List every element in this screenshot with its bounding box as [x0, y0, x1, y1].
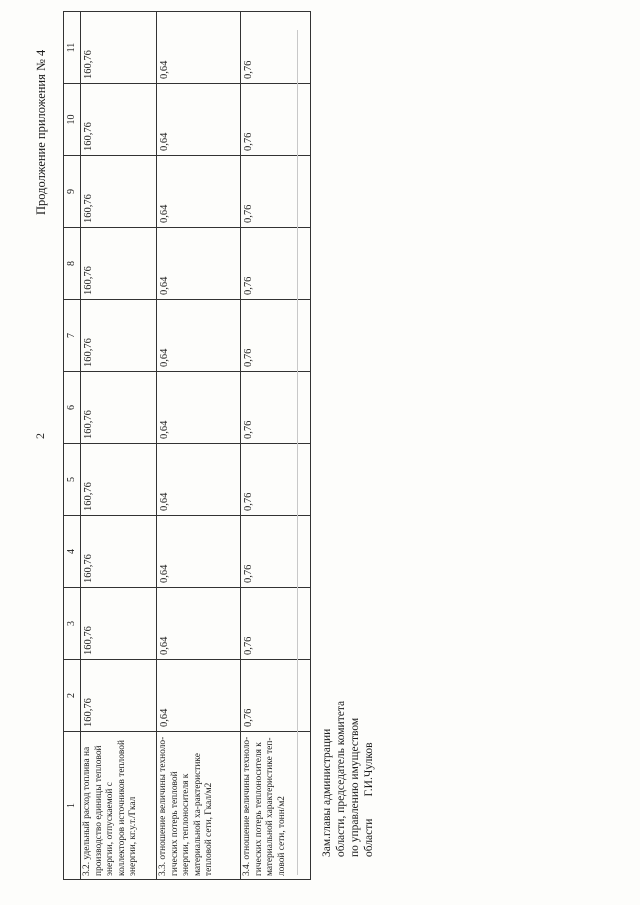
table-row	[157, 12, 241, 880]
indicators-table	[63, 11, 311, 880]
row-description: 3.2. удельный расход топлива на производство единицы тепловой энергии, отпускаемой с коллекторов источников тепловой энергии, кг.у.т./Гкал	[81, 732, 157, 880]
column-header: 4	[64, 516, 81, 588]
table-cell: 0,64	[157, 516, 241, 588]
column-header: 9	[64, 156, 81, 228]
signature-line-name	[362, 701, 376, 857]
page-number: 2	[33, 433, 47, 439]
column-header: 6	[64, 372, 81, 444]
table-cell: 0,76	[241, 588, 311, 660]
column-header: 2	[64, 660, 81, 732]
row-description: 3.4. отношение величины техноло-гических потерь теплоносителя к материальной характеристике теп-ловой сети, тонн/м2	[241, 732, 311, 880]
table-cell: 0,64	[157, 156, 241, 228]
signature-line: по управлению имуществом	[349, 717, 361, 857]
table-cell: 0,64	[157, 372, 241, 444]
signature-region: области	[363, 818, 375, 857]
signature-block	[320, 701, 376, 857]
column-header: 1	[64, 732, 81, 880]
table-cell: 0,76	[241, 516, 311, 588]
table-cell: 160,76	[81, 228, 157, 300]
signature-line: области, председатель комитета	[335, 700, 347, 857]
signatory-name: Г.И.Чулков	[363, 742, 375, 797]
table-cell: 160,76	[81, 84, 157, 156]
table-row	[241, 12, 311, 880]
table-cell: 0,76	[241, 228, 311, 300]
table-cell: 0,64	[157, 300, 241, 372]
table-cell: 160,76	[81, 12, 157, 84]
table-cell: 160,76	[81, 516, 157, 588]
table-cell: 160,76	[81, 444, 157, 516]
table-header-row	[64, 12, 81, 880]
column-header: 3	[64, 588, 81, 660]
table-cell: 0,64	[157, 84, 241, 156]
table-cell: 0,64	[157, 444, 241, 516]
table-cell: 0,76	[241, 84, 311, 156]
table-cell: 0,64	[157, 588, 241, 660]
table-cell: 160,76	[81, 372, 157, 444]
column-header: 7	[64, 300, 81, 372]
column-header: 10	[64, 84, 81, 156]
table-cell: 160,76	[81, 588, 157, 660]
row-description: 3.3. отношение величины техноло-гических потерь тепловой энергии, теплоносителя к материальной ха-рактеристике тепловой сети, Гкал/м2	[157, 732, 241, 880]
column-header: 5	[64, 444, 81, 516]
table-cell: 160,76	[81, 300, 157, 372]
table-cell: 0,76	[241, 300, 311, 372]
table-cell: 0,76	[241, 372, 311, 444]
table-cell: 0,76	[241, 660, 311, 732]
column-header: 11	[64, 12, 81, 84]
table-cell: 0,76	[241, 12, 311, 84]
scan-artifact-line	[297, 30, 298, 875]
table-cell: 0,64	[157, 12, 241, 84]
table-cell: 0,64	[157, 660, 241, 732]
signature-line: Зам.главы администрации	[321, 728, 333, 857]
table-cell: 160,76	[81, 660, 157, 732]
table-cell: 0,76	[241, 444, 311, 516]
continued-label: Продолжение приложения № 4	[34, 49, 48, 215]
table-cell: 0,64	[157, 228, 241, 300]
table-row	[81, 12, 157, 880]
table-cell: 160,76	[81, 156, 157, 228]
column-header: 8	[64, 228, 81, 300]
table-cell: 0,76	[241, 156, 311, 228]
